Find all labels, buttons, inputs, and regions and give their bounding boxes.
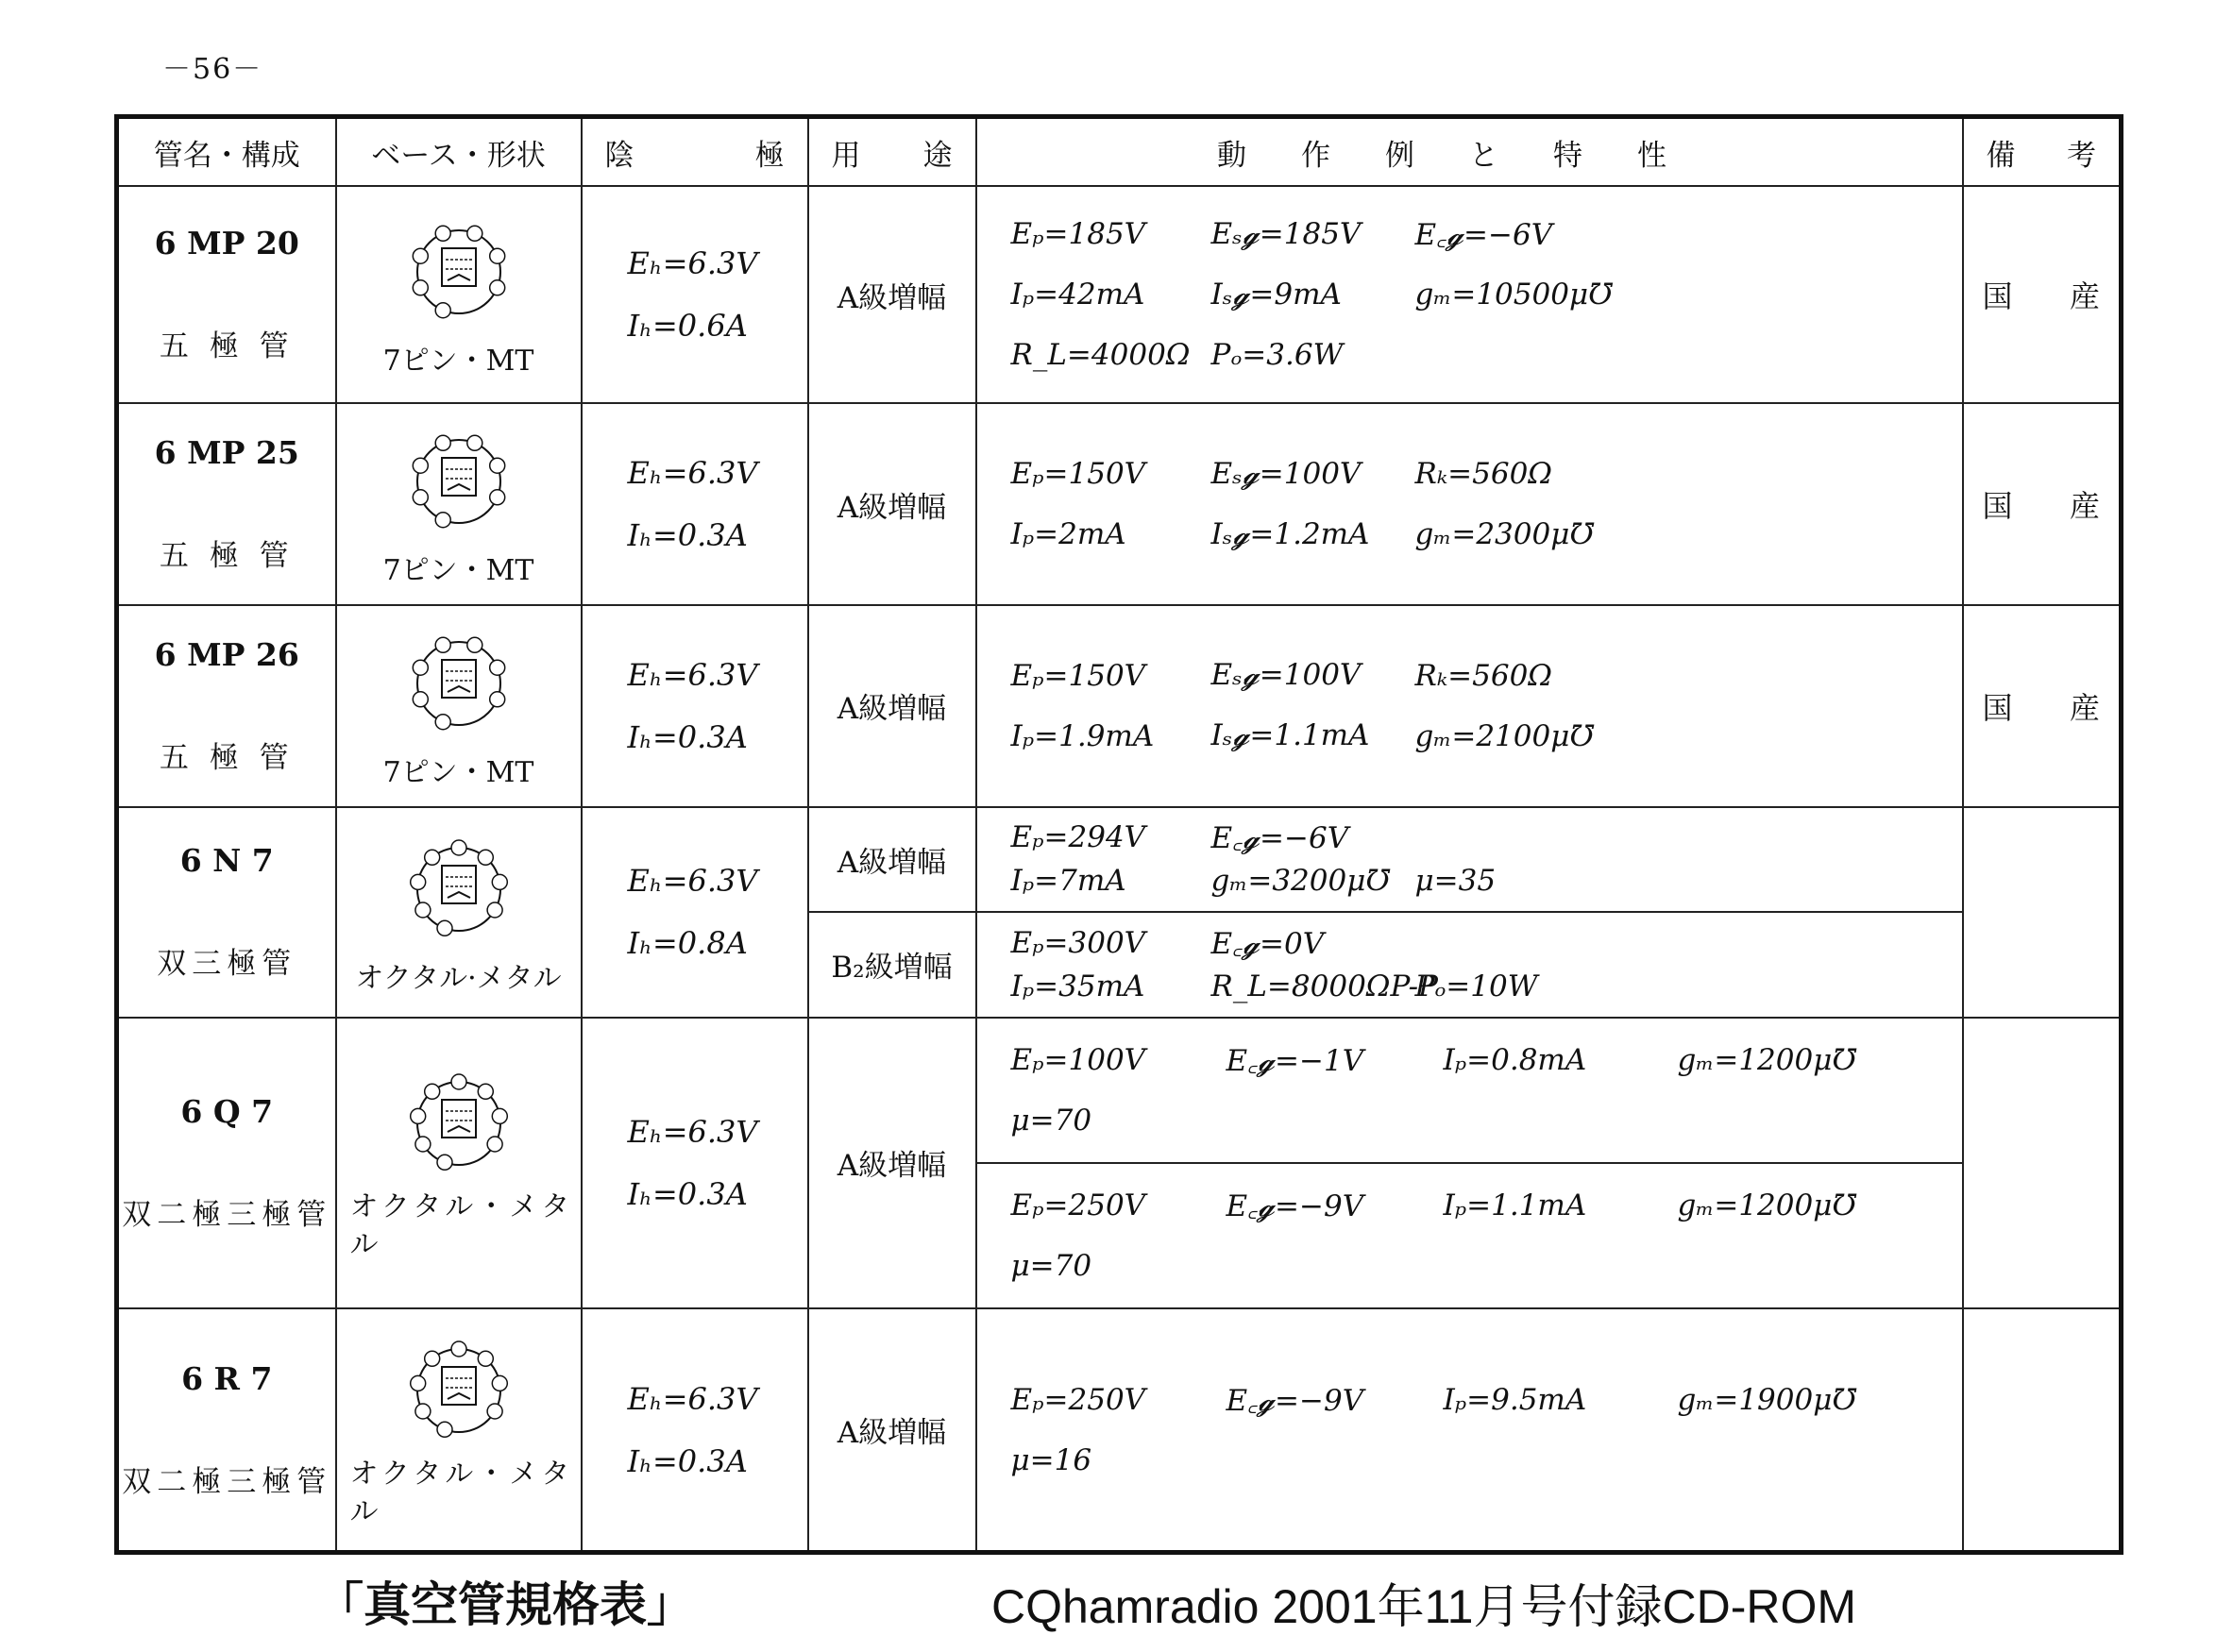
- characteristic-value: Eₚ=250V: [1010, 1188, 1146, 1223]
- characteristic-line: [1011, 706, 1962, 767]
- heater-voltage: Eₕ=6.3V: [627, 455, 758, 492]
- heater-current: Iₕ=0.6A: [627, 308, 748, 345]
- tube-type: 五 極 管: [159, 329, 295, 364]
- characteristic-line: [1011, 504, 1962, 565]
- characteristic-value: gₘ=1900μ℧: [1677, 1382, 1857, 1417]
- table-row: [117, 403, 2122, 605]
- characteristics-cell: [976, 1163, 1963, 1308]
- tube-base-cell: [336, 186, 582, 403]
- characteristic-line: [1011, 965, 1962, 1008]
- characteristic-line: [1011, 921, 1962, 965]
- tube-spec-table: [114, 114, 2123, 1555]
- note-text: 産: [2069, 488, 2100, 525]
- characteristic-value: Iₚ=7mA: [1010, 864, 1126, 899]
- tube-name: 6 MP 25: [154, 434, 299, 472]
- heater-current: Iₕ=0.3A: [627, 1175, 748, 1212]
- characteristic-value: Pₒ=3.6W: [1210, 338, 1344, 373]
- note-text: 産: [2069, 689, 2100, 726]
- characteristic-value: Eₚ=150V: [1010, 658, 1146, 693]
- table-row: [117, 605, 2122, 807]
- characteristics-cell: [976, 403, 1963, 605]
- table-row: [117, 807, 2122, 913]
- header-base: ベース・形状: [336, 117, 582, 187]
- table-row: [117, 1308, 2122, 1552]
- use-cell: A級増幅: [808, 403, 976, 605]
- tube-base-diagram-icon: [383, 1329, 534, 1452]
- cathode-cell: [582, 1308, 808, 1552]
- characteristic-line: [1011, 1090, 1962, 1151]
- use-cell: B₂級増幅: [808, 912, 976, 1018]
- note-cell: [1963, 1018, 2122, 1309]
- tube-name-cell: [117, 186, 336, 403]
- heater-voltage: Eₕ=6.3V: [627, 656, 758, 693]
- note-cell: [1963, 1308, 2122, 1552]
- characteristic-value: μ=70: [1010, 1103, 1092, 1138]
- characteristic-line: [1011, 444, 1962, 504]
- heater-voltage: Eₕ=6.3V: [627, 1113, 758, 1150]
- note-text: 国: [1982, 689, 2013, 726]
- heater-voltage: Eₕ=6.3V: [627, 245, 758, 282]
- characteristic-value: Eₛ𝓰=100V: [1210, 658, 1362, 693]
- tube-base-diagram-icon: [383, 211, 534, 333]
- use-cell: A級増幅: [808, 807, 976, 913]
- characteristic-line: [1011, 1175, 1962, 1236]
- characteristic-value: Eₛ𝓰=100V: [1210, 456, 1362, 491]
- table-header-row: [117, 117, 2122, 187]
- characteristic-value: E꜀𝓰=0V: [1210, 926, 1325, 961]
- characteristic-value: Eₚ=150V: [1010, 457, 1146, 492]
- base-label: 7ピン・MT: [382, 554, 534, 588]
- tube-type: 双二極三極管: [122, 1197, 332, 1232]
- characteristic-value: E꜀𝓰=−9V: [1226, 1189, 1364, 1224]
- characteristic-line: [1011, 1236, 1962, 1296]
- characteristic-line: [1011, 1370, 1962, 1430]
- characteristic-value: Eₚ=300V: [1010, 925, 1146, 960]
- characteristic-line: [1011, 325, 1962, 385]
- characteristic-value: Eₚ=100V: [1010, 1042, 1146, 1077]
- characteristic-value: Iₚ=2mA: [1010, 517, 1126, 552]
- tube-type: 五 極 管: [159, 539, 295, 574]
- footer-title: 「真空管規格表」: [316, 1577, 694, 1632]
- characteristic-value: E꜀𝓰=−1V: [1226, 1043, 1364, 1078]
- tube-name: 6 Q 7: [180, 1092, 274, 1130]
- characteristic-value: μ=35: [1414, 864, 1497, 899]
- cathode-cell: [582, 186, 808, 403]
- use-cell: A級増幅: [808, 186, 976, 403]
- characteristic-value: R_L=8000ΩP-P: [1210, 969, 1438, 1003]
- characteristic-value: Iₚ=1.9mA: [1010, 718, 1155, 753]
- characteristic-value: gₘ=10500μ℧: [1414, 278, 1613, 312]
- use-cell: A級増幅: [808, 605, 976, 807]
- cathode-cell: [582, 403, 808, 605]
- tube-name: 6 MP 20: [154, 225, 299, 262]
- table-row: [117, 1018, 2122, 1163]
- characteristic-line: [1011, 204, 1962, 264]
- tube-name: 6 MP 26: [154, 635, 299, 673]
- note-cell: [1963, 403, 2122, 605]
- tube-name-cell: [117, 1018, 336, 1309]
- characteristic-value: E꜀𝓰=−6V: [1210, 821, 1349, 856]
- heater-current: Iₕ=0.8A: [627, 925, 748, 962]
- characteristic-value: gₘ=2100μ℧: [1414, 718, 1595, 753]
- characteristic-value: R_L=4000Ω: [1010, 338, 1191, 373]
- characteristic-value: gₘ=3200μ℧: [1210, 864, 1391, 899]
- use-cell: A級増幅: [808, 1018, 976, 1309]
- characteristic-line: [1011, 264, 1962, 325]
- tube-base-cell: [336, 605, 582, 807]
- characteristic-value: Iₚ=42mA: [1010, 278, 1145, 312]
- characteristic-value: Eₛ𝓰=185V: [1210, 216, 1362, 251]
- heater-current: Iₕ=0.3A: [627, 517, 748, 554]
- use-cell: A級増幅: [808, 1308, 976, 1552]
- base-label: オクタル・メタル: [349, 1457, 574, 1528]
- characteristic-value: Eₚ=185V: [1010, 217, 1146, 252]
- tube-base-cell: [336, 403, 582, 605]
- characteristic-value: Iₛ𝓰=1.2mA: [1210, 516, 1370, 551]
- table-row: [117, 186, 2122, 403]
- note-text: 産: [2069, 278, 2100, 315]
- tube-type: 五 極 管: [159, 740, 295, 775]
- characteristic-value: μ=70: [1010, 1249, 1092, 1284]
- header-use: 用 途: [808, 117, 976, 187]
- tube-name-cell: [117, 605, 336, 807]
- tube-name: 6 R 7: [181, 1359, 273, 1397]
- tube-base-diagram-icon: [383, 1062, 534, 1185]
- characteristic-value: gₘ=1200μ℧: [1677, 1188, 1857, 1223]
- heater-current: Iₕ=0.3A: [627, 1442, 748, 1479]
- header-name: 管名・構成: [117, 117, 336, 187]
- heater-voltage: Eₕ=6.3V: [627, 1380, 758, 1417]
- characteristics-cell: [976, 912, 1963, 1018]
- base-label: オクタル·メタル: [355, 962, 562, 996]
- note-text: 国: [1982, 278, 2013, 315]
- tube-base-diagram-icon: [383, 828, 534, 951]
- tube-name-cell: [117, 403, 336, 605]
- characteristic-value: gₘ=1200μ℧: [1677, 1042, 1857, 1077]
- characteristics-cell: [976, 1018, 1963, 1163]
- tube-type: 双二極三極管: [122, 1464, 332, 1499]
- tube-base-diagram-icon: [383, 622, 534, 745]
- note-text: 国: [1982, 488, 2013, 525]
- note-cell: [1963, 605, 2122, 807]
- characteristics-cell: [976, 807, 1963, 913]
- characteristic-line: [1011, 816, 1962, 859]
- characteristic-line: [1011, 859, 1962, 902]
- characteristic-value: Rₖ=560Ω: [1414, 457, 1552, 492]
- tube-name: 6 N 7: [179, 842, 274, 880]
- characteristic-line: [1011, 1030, 1962, 1090]
- characteristic-value: Iₛ𝓰=1.1mA: [1210, 718, 1370, 753]
- characteristic-value: E꜀𝓰=−6V: [1414, 218, 1553, 253]
- characteristic-value: Eₚ=294V: [1010, 820, 1146, 855]
- tube-name-cell: [117, 1308, 336, 1552]
- tube-base-cell: [336, 1308, 582, 1552]
- characteristic-value: Iₚ=1.1mA: [1443, 1188, 1587, 1223]
- base-label: 7ピン・MT: [382, 345, 534, 379]
- characteristic-value: Iₚ=0.8mA: [1443, 1042, 1587, 1077]
- characteristic-value: Iₚ=9.5mA: [1443, 1382, 1587, 1417]
- characteristic-line: [1011, 646, 1962, 706]
- cathode-cell: [582, 605, 808, 807]
- cathode-cell: [582, 1018, 808, 1309]
- characteristic-value: gₘ=2300μ℧: [1414, 517, 1595, 552]
- base-label: 7ピン・MT: [382, 755, 534, 789]
- heater-voltage: Eₕ=6.3V: [627, 863, 758, 900]
- note-cell: [1963, 186, 2122, 403]
- characteristic-value: Iₛ𝓰=9mA: [1210, 277, 1342, 312]
- note-cell: [1963, 807, 2122, 1018]
- characteristics-cell: [976, 1308, 1963, 1552]
- footer-source: CQhamradio 2001年11月号付録CD-ROM: [991, 1580, 1856, 1633]
- tube-base-diagram-icon: [383, 420, 534, 543]
- tube-base-cell: [336, 807, 582, 1018]
- header-cathode: 陰 極: [582, 117, 808, 187]
- characteristic-value: Pₒ=10W: [1414, 969, 1538, 1003]
- characteristic-value: Eₚ=250V: [1010, 1382, 1146, 1417]
- characteristics-cell: [976, 186, 1963, 403]
- characteristics-cell: [976, 605, 1963, 807]
- page-number: －56－: [162, 53, 263, 86]
- tube-name-cell: [117, 807, 336, 1018]
- header-characteristics: 動作例と特性: [976, 117, 1963, 187]
- characteristic-value: Iₚ=35mA: [1010, 969, 1145, 1003]
- characteristic-value: Rₖ=560Ω: [1414, 658, 1552, 693]
- characteristic-value: μ=16: [1010, 1442, 1092, 1477]
- cathode-cell: [582, 807, 808, 1018]
- tube-base-cell: [336, 1018, 582, 1309]
- header-note: 備 考: [1963, 117, 2122, 187]
- base-label: オクタル・メタル: [349, 1189, 574, 1261]
- tube-type: 双三極管: [157, 947, 297, 982]
- characteristic-value: E꜀𝓰=−9V: [1226, 1383, 1364, 1418]
- heater-current: Iₕ=0.3A: [627, 718, 748, 755]
- characteristic-line: [1011, 1430, 1962, 1491]
